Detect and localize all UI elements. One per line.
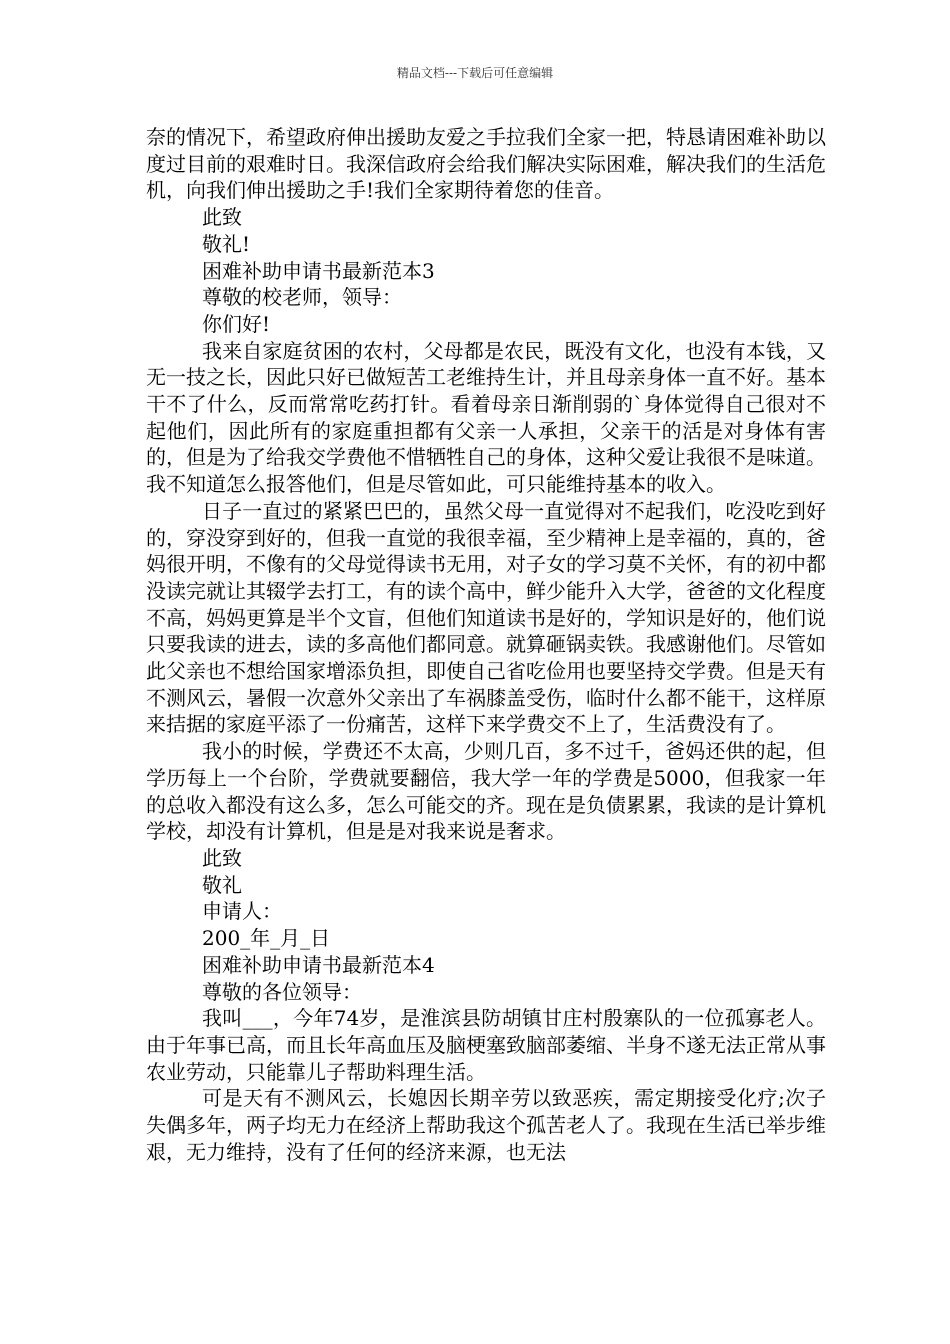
closing-salutation: 此致 [202, 205, 242, 230]
page-header: 精品文档---下载后可任意编辑 [396, 66, 554, 80]
addressee-line: 尊敬的各位领导： [202, 979, 362, 1004]
document-body [146, 124, 826, 1165]
greeting-line: 你们好! [202, 311, 271, 336]
body-paragraph: 日子一直过的紧紧巴巴的，虽然父母一直觉得对不起我们，吃没吃到好的，穿没穿到好的，但我一直觉的我很幸福，至少精神上是幸福的，真的，爸妈很开明，不像有的父母觉得读书无用，对子女的学习莫不关怀，有的初中都没读完就让其辍学去打工，有的读个高中，鲜少能升入大学，爸爸的文化程度不高，妈妈更算是半个文盲，但他们知道读书是好的，学知识是好的，他们说只要我读的进去，读的多高他们都同意。就算砸锅卖铁。我感谢他们。尽管如此父亲也不想给国家增添负担，即使自己省吃俭用也要坚持交学费。但是天有不测风云，暑假一次意外父亲出了车祸膝盖受伤，临时什么都不能干，这样原来拮据的家庭平添了一份痛苦，这样下来学费交不上了，生活费没有了。 [146, 498, 826, 737]
body-paragraph: 我来自家庭贫困的农村，父母都是农民，既没有文化，也没有本钱，又无一技之长，因此只好已做短苦工老维持生计，并且母亲身体一直不好。基本干不了什么，反而常常吃药打针。看着母亲日渐削弱的`身体觉得自己很对不起他们，因此所有的家庭重担都有父亲一人承担，父亲干的活是对身体有害的，但是为了给我交学费他不惜牺牲自己的身体，这种父爱让我很不是味道。我不知道怎么报答他们，但是尽管如此，可只能维持基本的收入。 [146, 338, 826, 497]
body-paragraph: 我小的时候，学费还不太高，少则几百，多不过千，爸妈还供的起，但学历每上一个台阶，学费就要翻倍，我大学一年的学费是5000，但我家一年的总收入都没有这么多，怎么可能交的齐。现在是负债累累，我读的是计算机学校，却没有计算机，但是是对我来说是奢求。 [146, 739, 826, 844]
applicant-line: 申请人： [202, 899, 282, 924]
closing-regards: 敬礼 [202, 872, 242, 897]
body-paragraph: 可是天有不测风云，长媳因长期辛劳以致恶疾，需定期接受化疗;次子失偶多年，两子均无力在经济上帮助我这个孤苦老人了。我现在生活已举步维艰，无力维持，没有了任何的经济来源，也无法 [146, 1086, 826, 1164]
closing-salutation: 此致 [202, 845, 242, 870]
closing-regards: 敬礼! [202, 231, 251, 256]
body-paragraph: 我叫___，今年74岁，是淮滨县防胡镇甘庄村殷寨队的一位孤寡老人。由于年事已高，而且长年高血压及脑梗塞致脑部萎缩、半身不遂无法正常从事农业劳动，只能靠儿子帮助料理生活。 [146, 1006, 826, 1084]
paragraph-continuation: 奈的情况下，希望政府伸出援助友爱之手拉我们全家一把，特恳请困难补助以度过目前的艰难时日。我深信政府会给我们解决实际困难，解决我们的生活危机，向我们伸出援助之手!我们全家期待着您的佳音。 [146, 125, 826, 203]
date-line: 200_年_月_日 [202, 926, 331, 951]
addressee-line: 尊敬的校老师，领导： [202, 285, 402, 310]
section-title-sample-4: 困难补助申请书最新范本4 [202, 952, 435, 977]
section-title-sample-3: 困难补助申请书最新范本3 [202, 258, 435, 283]
